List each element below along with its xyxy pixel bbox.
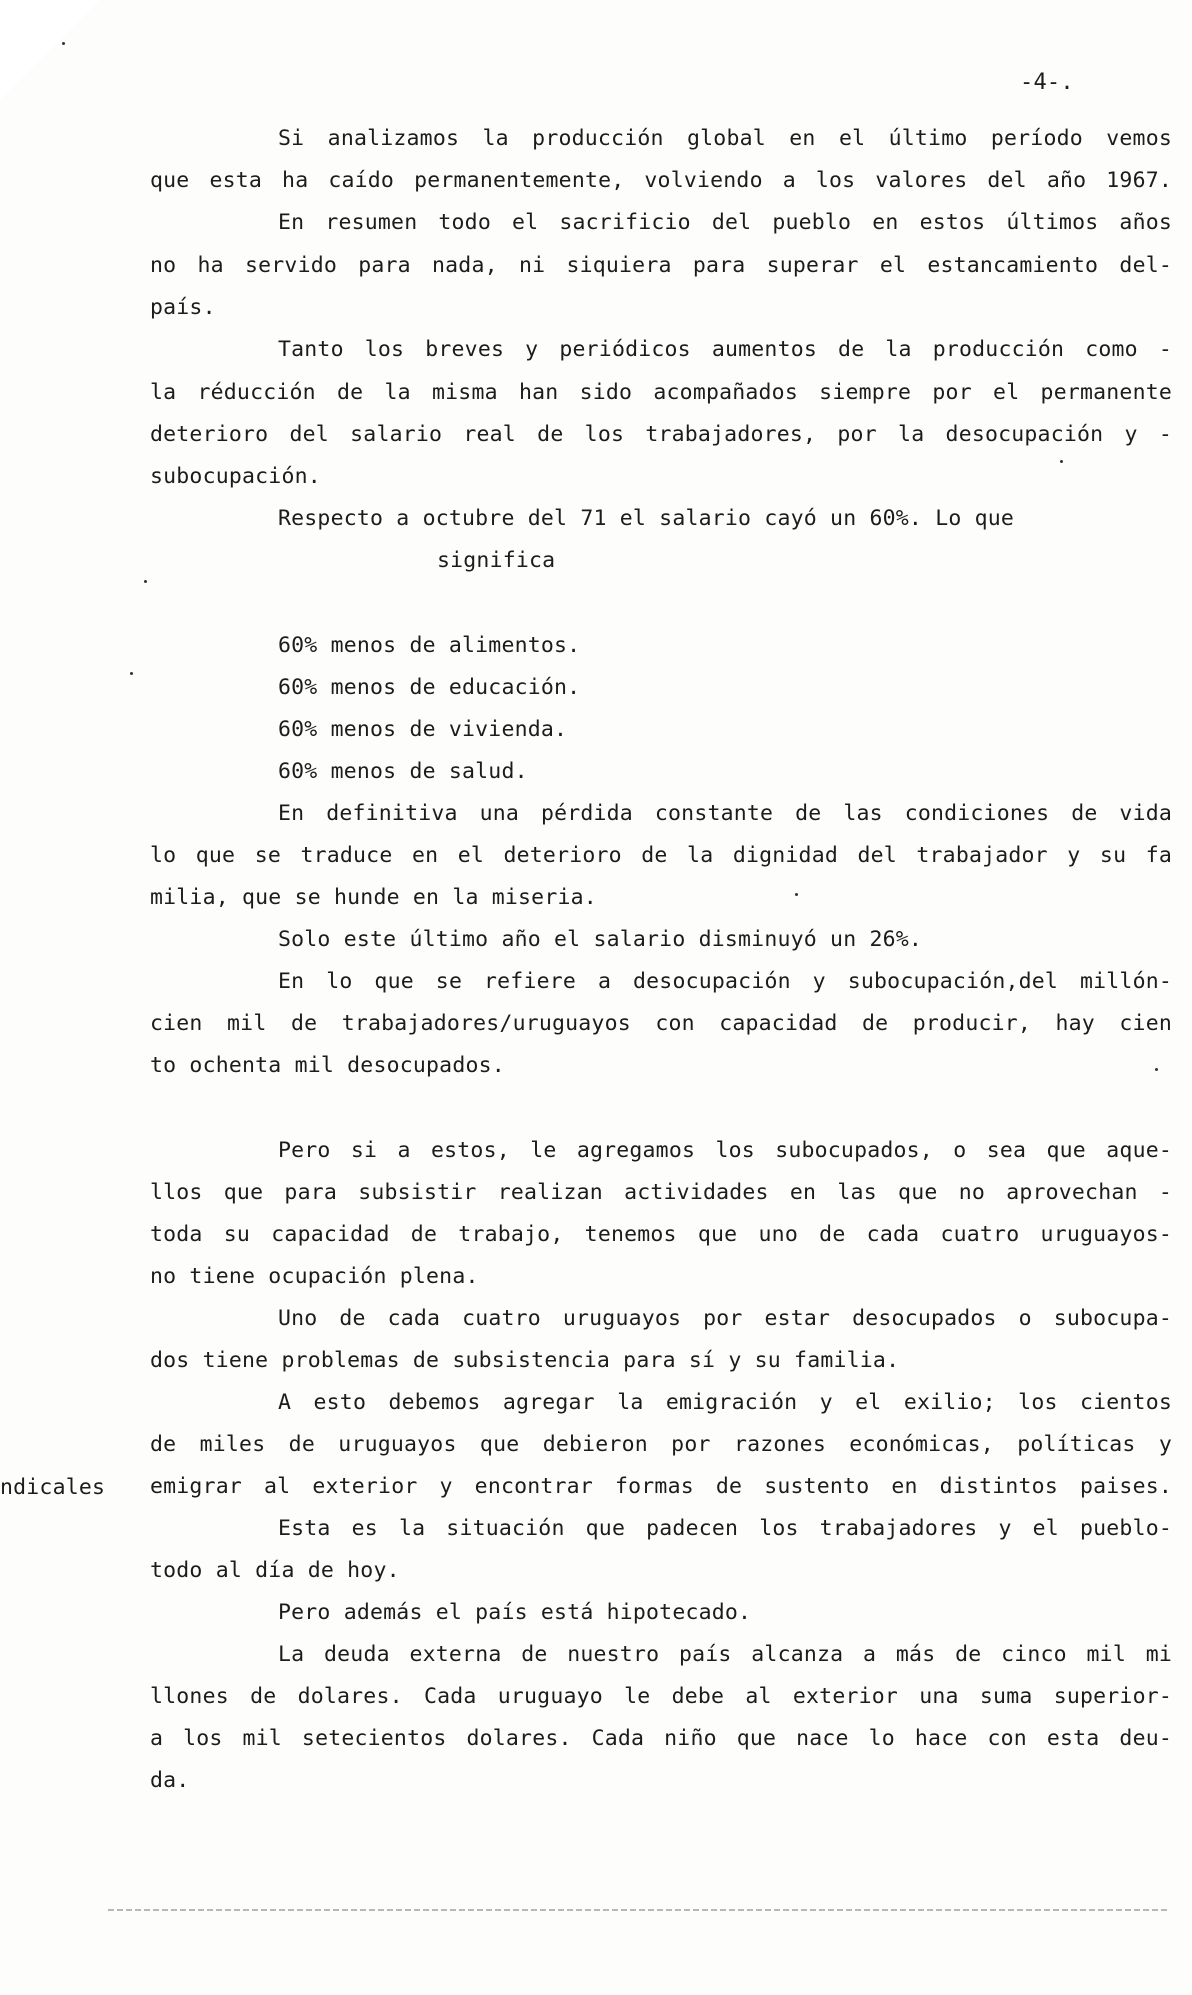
text-line-18: milia, que se hunde en la miseria. [150,885,597,910]
page-number: -4-. [1020,70,1074,95]
text-line-20: En lo que se refiere a desocupación y subocupación,del millón- [278,969,1172,994]
text-line-30: de miles de uruguayos que debieron por razones económicas, políticas y [150,1432,1172,1457]
text-line-7: la réducción de la misma han sido acompañados siempre por el permanente [150,380,1172,405]
text-line-38: da. [150,1768,190,1793]
page-bottom-rule [108,1909,1168,1911]
text-line-35: La deuda externa de nuestro país alcanza a más de cinco mil mi [278,1642,1172,1667]
text-line-5: país. [150,295,216,320]
ink-speck [1155,1068,1158,1071]
text-line-28: dos tiene problemas de subsistencia para sí y su familia. [150,1348,900,1373]
text-line-8: deterioro del salario real de los trabajadores, por la desocupación y - [150,422,1172,447]
text-line-10: Respecto a octubre del 71 el salario cayó un 60%. Lo que [278,506,1015,531]
ink-speck [144,580,147,583]
text-line-36: llones de dolares. Cada uruguayo le debe al exterior una suma superior- [150,1684,1172,1709]
text-line-4: no ha servido para nada, ni siquiera para superar el estancamiento del- [150,253,1172,278]
text-line-24: llos que para subsistir realizan actividades en las que no aprovechan - [150,1180,1172,1205]
list-item-2: 60% menos de educación. [278,675,581,700]
text-line-21: cien mil de trabajadores/uruguayos con capacidad de producir, hay cien [150,1011,1172,1036]
text-line-6: Tanto los breves y periódicos aumentos de la producción como - [278,337,1172,362]
folded-corner [0,0,100,100]
text-line-27: Uno de cada cuatro uruguayos por estar desocupados o subocupa- [278,1306,1172,1331]
text-line-32: Esta es la situación que padecen los trabajadores y el pueblo- [278,1516,1172,1541]
text-line-22: to ochenta mil desocupados. [150,1053,505,1078]
text-line-29: A esto debemos agregar la emigración y el exilio; los cientos [278,1390,1172,1415]
list-item-3: 60% menos de vivienda. [278,717,568,742]
ink-speck [62,42,65,45]
text-line-17: lo que se traduce en el deterioro de la dignidad del trabajador y su fa [150,843,1172,868]
ink-speck [795,893,798,896]
text-line-9: subocupación. [150,464,321,489]
text-line-37: a los mil setecientos dolares. Cada niño que nace lo hace con esta deu- [150,1726,1172,1751]
text-line-34: Pero además el país está hipotecado. [278,1600,752,1625]
list-item-4: 60% menos de salud. [278,759,528,784]
list-item-1: 60% menos de alimentos. [278,633,581,658]
text-line-23: Pero si a estos, le agregamos los subocupados, o sea que aque- [278,1138,1172,1163]
text-line-11: significa [437,548,556,573]
text-line-16: En definitiva una pérdida constante de las condiciones de vida [278,801,1172,826]
text-line-2: que esta ha caído permanentemente, volviendo a los valores del año 1967. [150,168,1172,193]
ink-speck [130,672,133,675]
text-line-26: no tiene ocupación plena. [150,1264,479,1289]
ink-speck [1060,460,1063,463]
text-line-25: toda su capacidad de trabajo, tenemos que uno de cada cuatro uruguayos- [150,1222,1172,1247]
text-line-19: Solo este último año el salario disminuyó un 26%. [278,927,923,952]
text-line-3: En resumen todo el sacrificio del pueblo en estos últimos años [278,210,1172,235]
text-line-1: Si analizamos la producción global en el último período vemos [278,126,1172,151]
text-line-31: emigrar al exterior y encontrar formas de sustento en distintos paises. [150,1474,1172,1499]
margin-fragment-text: ndicales [0,1475,106,1500]
text-line-33: todo al día de hoy. [150,1558,400,1583]
